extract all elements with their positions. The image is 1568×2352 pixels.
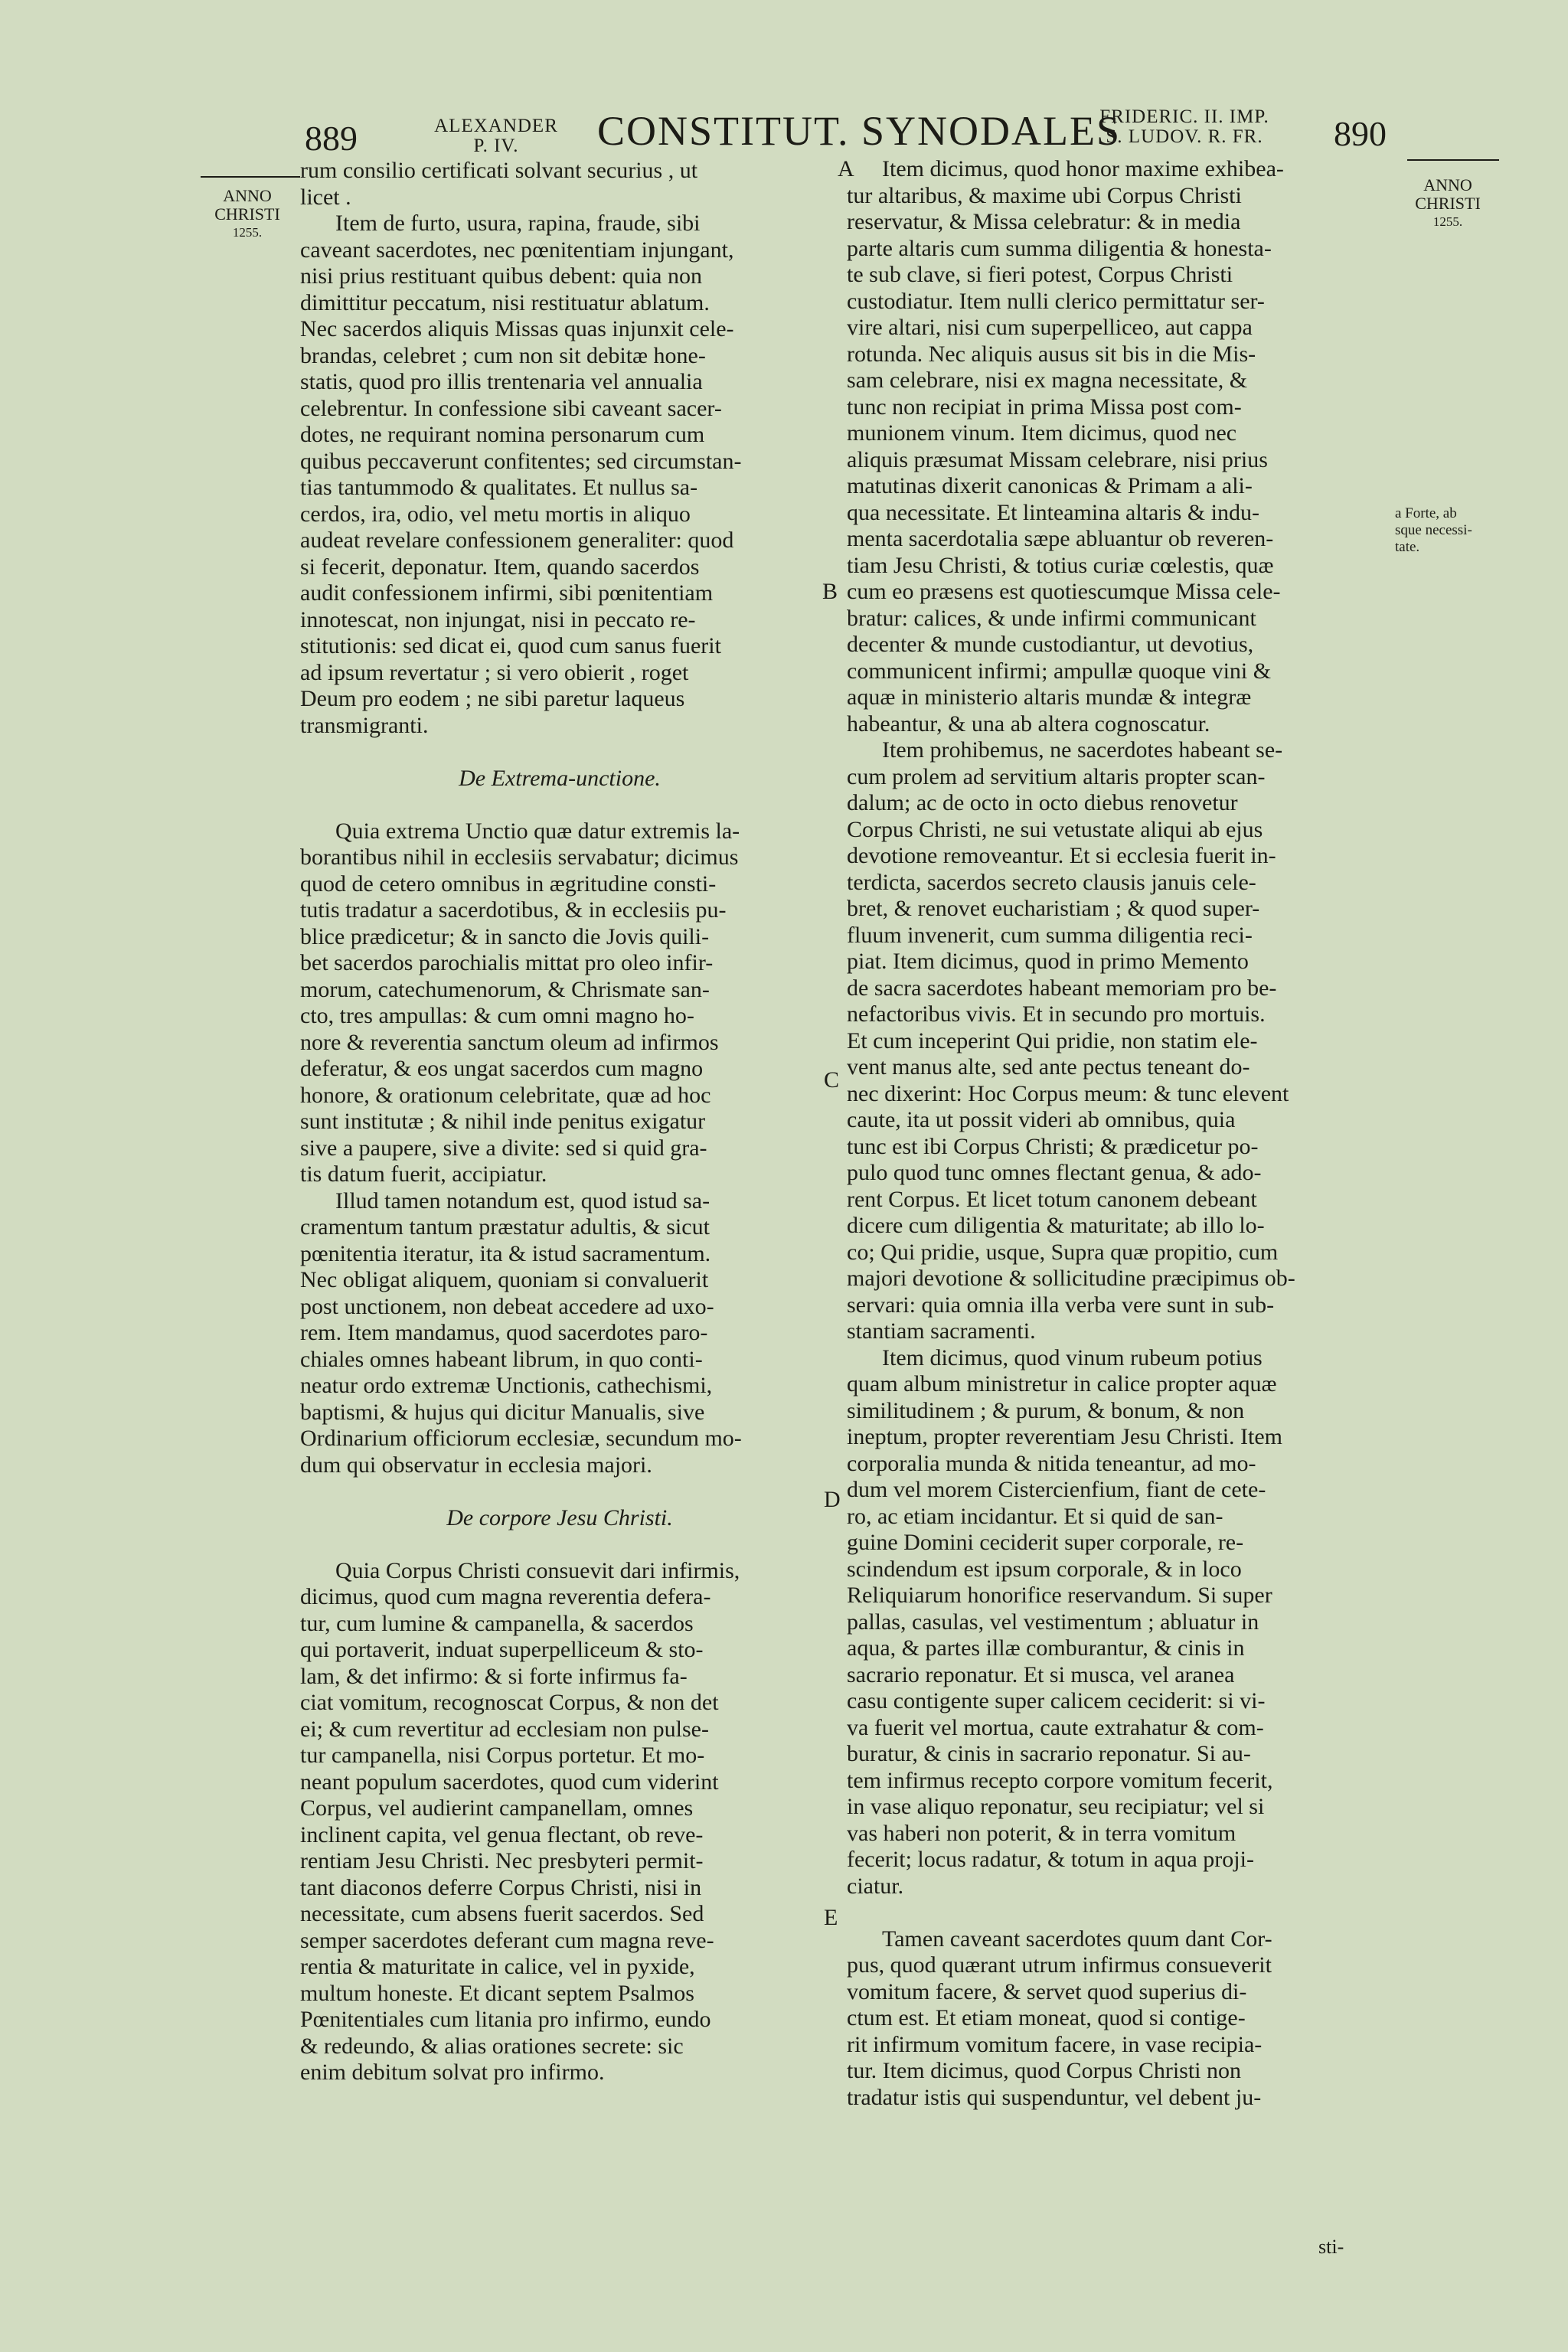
text-line: Deum pro eodem ; ne sibi paretur laqueus [300,686,685,711]
text-line: tunc non recipiat in prima Missa post com- [847,394,1242,420]
text-line: buratur, & cinis in sacrario reponatur. Si au- [847,1741,1251,1766]
text-line: inclinent capita, vel genua flectant, ob reve- [300,1821,704,1847]
text-line: qui portaverit, induat superpelliceum & sto- [300,1637,704,1662]
text-line: rem. Item mandamus, quod sacerdotes paro- [300,1320,708,1345]
text-line: quam album ministretur in calice propter aquæ [847,1371,1277,1396]
margin-christi-right: CHRISTI [1415,194,1481,213]
text-line: quibus peccaverunt confitentes; sed circumstan- [300,448,742,474]
side-letter-b: B [822,579,838,604]
margin-rule-right [1407,159,1499,161]
text-line: bratur: calices, & unde infirmi communicant [847,605,1256,631]
text-line: custodiatur. Item nulli clerico permittatur ser- [847,288,1265,314]
text-line: de sacra sacerdotes habeant memoriam pro be- [847,975,1277,1001]
text-line: post unctionem, non debeat accedere ad uxo- [300,1293,714,1319]
text-line: si fecerit, deponatur. Item, quando sacerdos [300,554,700,580]
text-line: dimittitur peccatum, nisi restituatur ablatum. [300,289,710,315]
text-line: Quia Corpus Christi consuevit dari infirmis, [335,1557,740,1583]
text-line: reservatur, & Missa celebratur: & in media [847,209,1241,234]
text-line: necessitate, cum absens fuerit sacerdos. Sed [300,1901,704,1926]
text-line: tutis tradatur a sacerdotibus, & in ecclesiis pu- [300,897,727,923]
text-line: rit infirmum vomitum facere, in vase recipia- [847,2031,1263,2057]
text-line: sive a paupere, sive a divite: sed si quid gra- [300,1135,707,1161]
side-letter-e: E [824,1905,838,1930]
header-left-label [420,116,573,156]
footnote-line-1: a Forte, ab [1395,505,1457,521]
text-line: casu contigente super calicem ceciderit: si vi- [847,1688,1266,1713]
text-line: aqua, & partes illæ comburantur, & cinis in [847,1635,1245,1661]
text-line: ciatur. [847,1873,904,1899]
text-line: Item prohibemus, ne sacerdotes habeant se- [882,737,1283,763]
text-line: tur campanella, nisi Corpus portetur. Et mo- [300,1743,705,1768]
text-line: audeat revelare confessionem generaliter: quod [300,528,734,553]
text-line: cum prolem ad servitium altaris propter scan- [847,763,1266,789]
text-line: audit confessionem infirmi, sibi pœnitentiam [300,580,714,606]
text-line: caveant sacerdotes, nec pœnitentiam injungant, [300,237,734,263]
text-line: servari: quia omnia illa verba vere sunt in sub- [847,1292,1275,1318]
text-line: dalum; ac de octo in octo diebus renovetur [847,790,1238,815]
text-line: morum, catechumenorum, & Chrismate san- [300,976,710,1002]
page-number-left: 889 [305,119,358,158]
text-line: borantibus nihil in ecclesiis servabatur; dicimus [300,844,739,870]
text-line: cerdos, ira, odio, vel metu mortis in aliquo [300,501,691,527]
text-line: Tamen caveant sacerdotes quum dant Cor- [882,1926,1272,1952]
text-line: tur. Item dicimus, quod Corpus Christi non [847,2058,1241,2083]
text-line: Illud tamen notandum est, quod istud sa- [335,1187,710,1214]
margin-christi-left: CHRISTI [214,204,280,224]
text-line: tradatur istis qui suspenduntur, vel debent ju- [847,2084,1262,2110]
text-line: ineptum, propter reverentiam Jesu Christi. Item [847,1424,1283,1449]
text-line: baptismi, & hujus qui dicitur Manualis, sive [300,1399,705,1425]
text-line: ei; & cum revertitur ad ecclesiam non pulse- [300,1716,709,1742]
header-right-label-line2: S. LUDOV. R. FR. [1106,126,1263,147]
text-line: statis, quod pro illis trentenaria vel annualia [300,369,703,394]
spacer [300,792,819,818]
text-line: sunt institutæ ; & nihil inde penitus exigatur [300,1109,706,1134]
text-line: Pœnitentiales cum litania pro infirmo, eundo [300,2007,711,2032]
running-title: CONSTITUT. SYNODALES [597,108,1121,154]
text-line: va fuerit vel mortua, caute extrahatur & com- [847,1714,1264,1740]
side-letter-a: A [838,156,854,181]
text-line: pœnitentia iteratur, ita & istud sacramentum. [300,1240,711,1266]
text-line: rent Corpus. Et licet totum canonem debeant [847,1186,1257,1212]
left-column [300,158,819,2086]
text-line: nec dixerint: Hoc Corpus meum: & tunc elevent [847,1080,1289,1106]
text-line: ro, ac etiam incidantur. Et si quid de san- [847,1503,1223,1529]
text-line: enim debitum solvat pro infirmo. [300,2060,605,2085]
text-line: nefactoribus vivis. Et in secundo pro mortuis. [847,1001,1266,1027]
text-line: dum vel morem Cistercienfium, fiant de cete- [847,1477,1266,1502]
text-line: neant populum sacerdotes, quod cum viderint [300,1769,719,1795]
footnote-line-2: sque necessi- [1395,522,1472,538]
text-line: bret, & renovet eucharistiam ; & quod super- [847,896,1260,921]
margin-year-value-left: 1255. [232,225,263,240]
text-line: bet sacerdos parochialis mittat pro oleo infir- [300,950,714,975]
text-line: piat. Item dicimus, quod in primo Memento [847,949,1249,974]
text-line: habeantur, & una ab altera cognoscatur. [847,710,1210,737]
text-line: semper sacerdotes deferant cum magna reve- [300,1927,714,1953]
text-line: terdicta, sacerdos secreto clausis januis cele- [847,869,1256,895]
text-line: fluum invenerit, cum summa diligentia reci- [847,922,1253,948]
text-line: scindendum est ipsum corporale, & in loco [847,1556,1242,1582]
header-right-label-line1: FRIDERIC. II. IMP. [1099,106,1269,127]
text-line: tis datum fuerit, accipiatur. [300,1161,547,1187]
side-letter-d: D [824,1487,841,1512]
side-letter-c: C [824,1067,840,1093]
text-line: tant diaconos deferre Corpus Christi, nisi in [300,1874,702,1900]
header-left-label-line2: P. IV. [473,136,519,156]
text-line: decenter & munde custodiantur, ut devotius, [847,632,1254,657]
page-number-right: 890 [1334,114,1387,153]
text-line: Item dicimus, quod honor maxime exhibea- [882,156,1284,181]
text-line: & redeundo, & alias orationes secrete: sic [300,2033,684,2059]
text-line: Corpus Christi, ne sui vetustate aliqui ab ejus [847,816,1263,842]
text-line: munionem vinum. Item dicimus, quod nec [847,420,1237,446]
catchword: sti- [1318,2236,1344,2258]
text-line: transmigranti. [300,712,429,738]
text-line: deferatur, & eos ungat sacerdos cum magno [300,1056,704,1081]
text-line: sam celebrare, nisi ex magna necessitate, & [847,368,1248,393]
text-line: similitudinem ; & purum, & bonum, & non [847,1397,1245,1423]
text-line: vire altari, nisi cum superpelliceo, aut cappa [847,315,1253,340]
text-line: dicimus, quod cum magna reverentia defera- [300,1584,711,1609]
text-line: rentia & maturitate in calice, vel in pyxide, [300,1954,695,1979]
text-line: dotes, ne requirant nomina personarum cum [300,422,705,447]
margin-year-value-right: 1255. [1432,214,1463,229]
text-line: innotescat, non injungat, nisi in peccato re- [300,606,696,632]
text-line: pus, quod quærant utrum infirmus consueverit [847,1952,1272,1978]
text-line: Ordinarium officiorum ecclesiæ, secundum mo- [300,1426,742,1451]
text-line: Item de furto, usura, rapina, fraude, sibi [335,211,701,236]
text-line: caute, ita ut possit videri ab omnibus, quia [847,1107,1236,1132]
text-line: ctum est. Et etiam moneat, quod si contige- [847,2005,1246,2030]
footnote-line-3: tate. [1395,539,1420,555]
text-line: te sub clave, si fieri potest, Corpus Christi [847,262,1233,287]
text-line: brandas, celebret ; cum non sit debitæ hone- [300,342,706,368]
margin-anno-right: ANNO [1423,175,1472,194]
text-line: qua necessitate. Et linteamina altaris & indu- [847,499,1259,525]
text-line: Quia extrema Unctio quæ datur extremis la- [335,818,740,844]
text-line: pallas, casulas, vel vestimentum ; abluatur in [847,1609,1259,1635]
text-line: stitutionis: sed dicat ei, quod cum sanus fuerit [300,633,721,658]
section-heading: De Extrema-unctione. [459,765,661,791]
text-line: rentiam Jesu Christi. Nec presbyteri permit- [300,1848,704,1873]
header-right-label [1073,107,1295,147]
text-line: Nec obligat aliquem, quoniam si convaluerit [300,1267,709,1292]
text-line: nisi prius restituant quibus debent: quia non [300,263,702,289]
text-line: devotione removeantur. Et si ecclesia fuerit in- [847,843,1276,868]
text-line: stantiam sacramenti. [847,1318,1036,1344]
text-line: matutinas dixerit canonicas & Primam a ali- [847,473,1253,498]
text-line: vent manus alte, sed ante pectus teneant do- [847,1054,1250,1080]
text-line: neatur ordo extremæ Unctionis, cathechismi, [300,1373,713,1398]
text-line: rotunda. Nec aliquis ausus sit bis in die Mis- [847,341,1256,367]
text-line: Reliquiarum honorifice reservandum. Si super [847,1583,1272,1608]
text-line: aquæ in ministerio altaris mundæ & integræ [847,684,1252,710]
margin-rule-left [201,176,300,178]
text-line: licet . [300,184,351,210]
margin-footnote [1395,505,1510,556]
text-line: aliquis præsumat Missam celebrare, nisi prius [847,446,1268,472]
margin-anno-left: ANNO [223,186,272,205]
text-line: in vase aliquo reponatur, seu recipiatur; vel si [847,1794,1265,1819]
text-line: vas haberi non poterit, & in terra vomitum [847,1820,1236,1846]
header-left-label-line1: ALEXANDER [434,116,558,136]
text-line: majori devotione & sollicitudine præcipimus ob- [847,1266,1295,1291]
text-line: corporalia munda & nitida teneantur, ad mo- [847,1450,1256,1476]
section-heading: De corpore Jesu Christi. [446,1504,673,1530]
text-line: blice prædicetur; & in sancto die Jovis quili- [300,923,710,949]
text-line: cto, tres ampullas: & cum omni magno ho- [300,1003,694,1028]
text-line: rum consilio certificati solvant securius , ut [300,158,698,183]
text-line: tur altaribus, & maxime ubi Corpus Christi [847,182,1242,208]
text-line: guine Domini ceciderit super corporale, re- [847,1530,1244,1555]
text-line: dum qui observatur in ecclesia majori. [300,1452,652,1478]
text-line: pulo quod tunc omnes flectant genua, & ado- [847,1160,1262,1185]
text-line: celebrentur. In confessione sibi caveant sacer- [300,395,722,421]
text-line: menta sacerdotalia sæpe abluantur ob reveren- [847,526,1274,551]
text-line: ciat vomitum, recognoscat Corpus, & non det [300,1690,719,1715]
text-line: communicent infirmi; ampullæ quoque vini & [847,658,1272,684]
text-line: multum honeste. Et dicant septem Psalmos [300,1980,694,2006]
text-line: Corpus, vel audierint campanellam, omnes [300,1795,694,1821]
spacer [300,739,819,766]
spacer [300,1478,819,1505]
text-line: lam, & det infirmo: & si forte infirmus fa- [300,1663,688,1689]
text-line: honore, & orationum celebritate, quæ ad hoc [300,1082,711,1108]
text-line: ad ipsum revertatur ; si vero obierit , roget [300,659,689,685]
text-line: tiam Jesu Christi, & totius curiæ cœlestis, quæ [847,552,1274,578]
text-line: co; Qui pridie, usque, Supra quæ propitio, cum [847,1239,1279,1265]
text-line: Item dicimus, quod vinum rubeum potius [882,1344,1263,1370]
text-line: cramentum tantum præstatur adultis, & sicut [300,1214,710,1240]
text-line: dicere cum diligentia & maturitate; ab illo lo- [847,1213,1265,1238]
right-column [847,156,1389,2111]
text-line: tem infirmus recepto corpore vomitum fecerit, [847,1767,1273,1793]
spacer [300,1531,819,1558]
text-line: tur, cum lumine & campanella, & sacerdos [300,1610,694,1636]
margin-year-left [198,187,297,242]
text-line: cum eo præsens est quotiescumque Missa cele- [847,579,1281,604]
text-line: nore & reverentia sanctum oleum ad infirmos [300,1029,719,1055]
spacer [847,1900,1389,1926]
text-line: sacrario reponatur. Et si musca, vel aranea [847,1661,1235,1687]
text-line: tunc est ibi Corpus Christi; & prædicetur po- [847,1133,1259,1159]
text-line: vomitum facere, & servet quod superius di- [847,1978,1247,2004]
text-line: chiales omnes habeant librum, in quo conti- [300,1346,703,1372]
text-line: parte altaris cum summa diligentia & honesta- [847,235,1272,261]
text-line: Et cum inceperint Qui pridie, non statim ele- [847,1027,1258,1054]
text-line: Nec sacerdos aliquis Missas quas injunxit cele- [300,316,734,341]
text-line: tias tantummodo & qualitates. Et nullus sa- [300,475,698,500]
margin-year-right [1398,176,1498,231]
text-line: quod de cetero omnibus in ægritudine consti- [300,871,717,897]
text-line: fecerit; locus radatur, & totum in aqua proji- [847,1847,1254,1872]
